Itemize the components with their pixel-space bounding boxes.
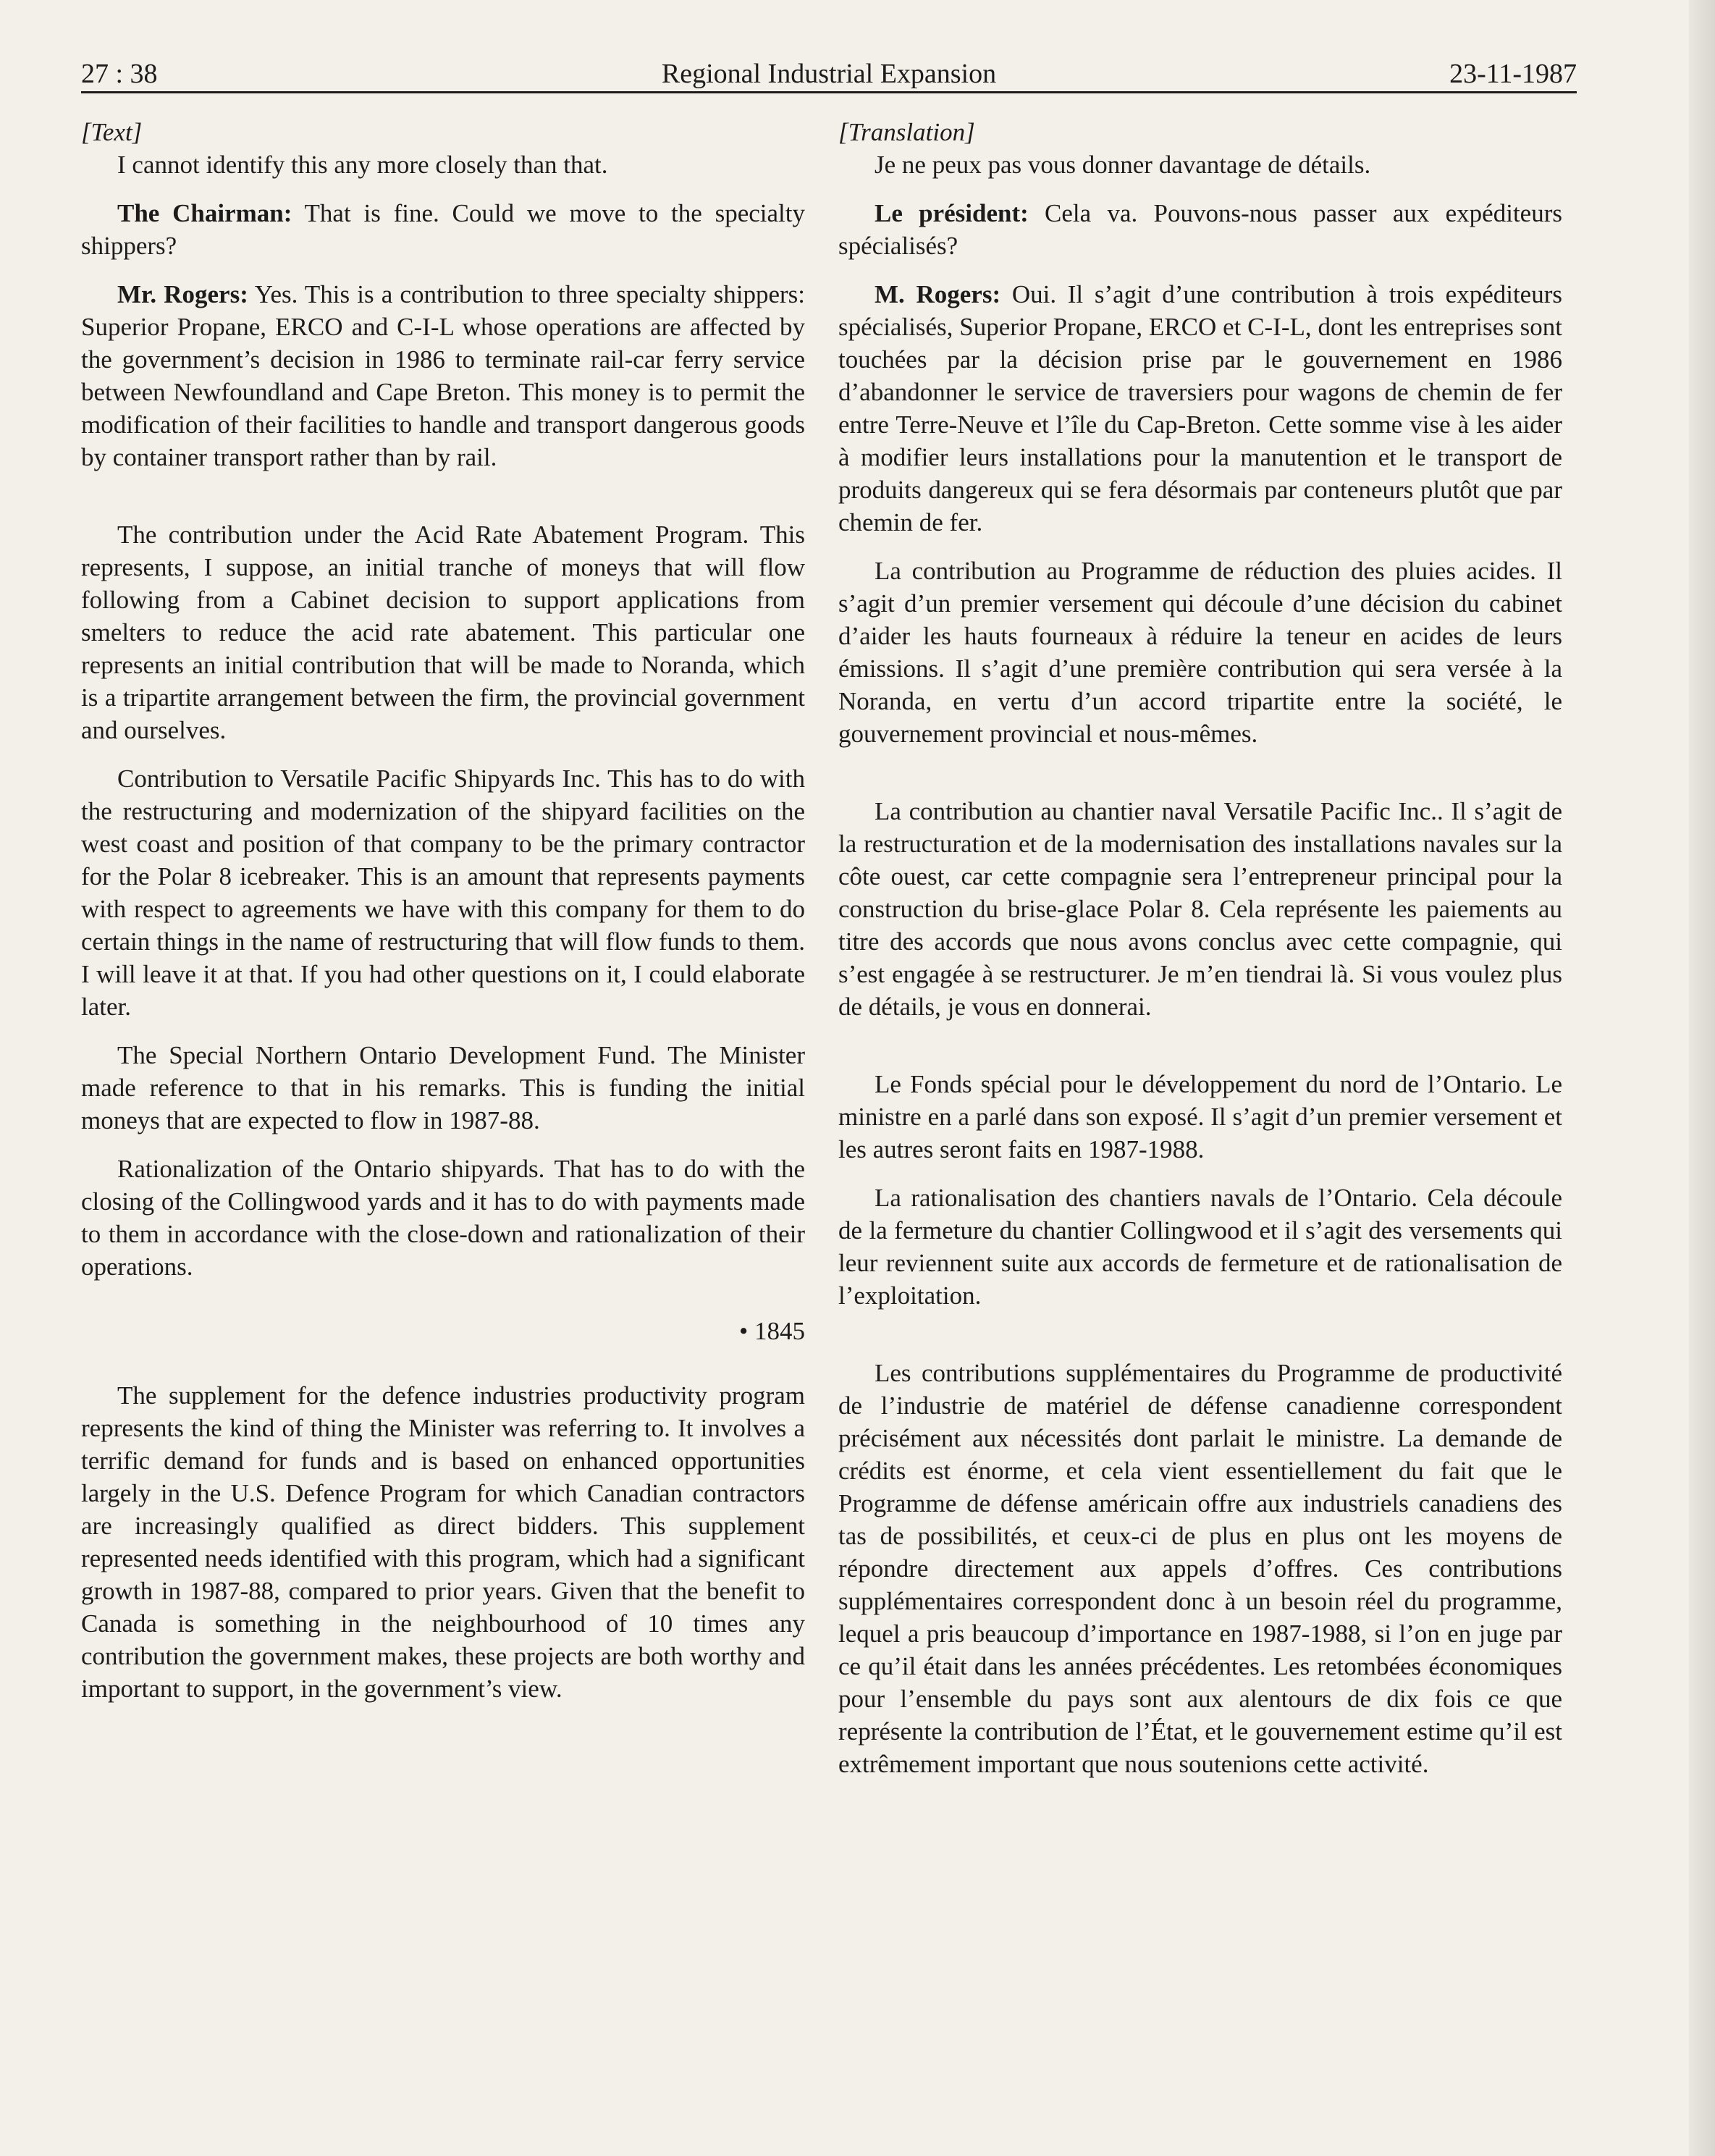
- paragraph-chantier-versatile-fr: La contribution au chantier naval Versatile Pacific Inc.. Il s’agit de la restructuration et de la modernisation des installations navales sur la côte ouest, car cette compagnie sera l’entrepreneur principal pour la construction du brise-glace Polar 8. Cela représente les paiements au titre des accords que nous avons conclus avec cette compagnie, qui s’est engagée à se restructurer. Je m’en tiendrai là. Si vous voulez plus de détails, je vous en donnerai.: [838, 797, 1562, 1021]
- paragraph-pluies-acides-fr: La contribution au Programme de réduction des pluies acides. Il s’agit d’un premier versement qui découle d’une décision du cabinet d’aider les hauts fourneaux à réduire la teneur en acides de leurs émissions. Il s’agit d’une première contribution qui sera versée à la Noranda, en vertu d’un accord tripartite entre la société, le gouvernement provincial et nous-mêmes.: [838, 557, 1562, 748]
- paragraph-fonds-nord-ontario-fr: Le Fonds spécial pour le développement du nord de l’Ontario. Le ministre en a parlé dans son exposé. Il s’agit d’un premier versement et les autres seront faits en 1987-1988.: [838, 1070, 1562, 1163]
- paragraph-versatile-pacific: Contribution to Versatile Pacific Shipyards Inc. This has to do with the restructuring and modernization of the shipyard facilities on the west coast and position of that company to be the primary contractor for the Polar 8 icebreaker. This is an amount that represents payments with respect to agreements we have with this company for them to do certain things in the name of restructuring that will flow funds to them. I will leave it at that. If you had other questions on it, I could elaborate later.: [81, 765, 805, 1021]
- page-reference: 27 : 38: [81, 59, 158, 89]
- paragraph-rogers-shippers: [81, 278, 805, 473]
- paragraph-northern-ontario: The Special Northern Ontario Development Fund. The Minister made reference to that in his remarks. This is funding the initial moneys that are expected to flow in 1987-88.: [81, 1041, 805, 1134]
- header-date: 23-11-1987: [1449, 59, 1577, 89]
- paragraph-rogers-expediteurs-fr: [838, 278, 1562, 539]
- chairman-remark: That is fine. Could we move to the specialty shippers?: [81, 199, 805, 260]
- rogers-shippers-remark: Yes. This is a contribution to three specialty shippers: Superior Propane, ERCO and C-I-L whose operations are affected by the government’s decision in 1986 to terminate rail-car ferry service between Newfoundland and Cape Breton. This money is to permit the modification of their facilities to handle and transport dangerous goods by container transport rather than by rail.: [81, 280, 805, 471]
- paragraph-chantiers-ontario-fr: La rationalisation des chantiers navals de l’Ontario. Cela découle de la fermeture du chantier Collingwood et il s’agit des versements qui leur reviennent suite aux accords de fermeture et de rationalisation de l’exploitation.: [838, 1184, 1562, 1310]
- paragraph-defence-supplement: The supplement for the defence industries productivity program represents the kind of thing the Minister was referring to. It involves a terrific demand for funds and is based on enhanced opportunities largely in the U.S. Defence Program for which Canadian contractors are increasingly qualified as direct bidders. This supplement represented needs identified with this program, which had a significant growth in 1987-88, compared to prior years. Given that the benefit to Canada is something in the neighbourhood of 10 times any contribution the government makes, these projects are both worthy and important to support, in the government’s view.: [81, 1381, 805, 1703]
- page-header: [81, 56, 1577, 91]
- page-edge-shadow: [1689, 0, 1715, 2156]
- paragraph-president-fr: [838, 197, 1562, 262]
- paragraph-ontario-shipyards: Rationalization of the Ontario shipyards. That has to do with the closing of the Collingwood yards and it has to do with payments made to them in accordance with the close-down and rationalization of their operations.: [81, 1155, 805, 1281]
- translation-label: [Translation]: [838, 118, 975, 146]
- paragraph-details-fr: Je ne peux pas vous donner davantage de détails.: [875, 151, 1371, 179]
- rogers-expediteurs-remark-fr: Oui. Il s’agit d’une contribution à trois expéditeurs spécialisés, Superior Propane, ERCO et C-I-L, dont les entreprises sont touchées par la décision prise par le gouvernement en 1986 d’abandonner le service de traversiers pour wagons de chemin de fer entre Terre-Neuve et l’île du Cap-Breton. Cette somme vise à les aider à modifier leurs installations pour la manutention et le transport de produits dangereux qui se fera désormais par conteneurs plutôt que par chemin de fer.: [838, 280, 1562, 536]
- publication-title: Regional Industrial Expansion: [661, 59, 997, 89]
- president-remark-fr: Cela va. Pouvons-nous passer aux expéditeurs spécialisés?: [838, 199, 1562, 260]
- speaker-president: Le président:: [875, 199, 1029, 227]
- paragraph-acid-rate: The contribution under the Acid Rate Abatement Program. This represents, I suppose, an initial tranche of moneys that will flow following from a Cabinet decision to support applications from smelters to reduce the acid rate abatement. This particular one represents an initial contribution that will be made to Noranda, which is a tripartite arrangement between the firm, the provincial government and ourselves.: [81, 521, 805, 744]
- paragraph-identify: I cannot identify this any more closely than that.: [117, 151, 608, 179]
- speaker-rogers: Mr. Rogers:: [117, 280, 248, 308]
- paragraph-defense-fr: Les contributions supplémentaires du Programme de productivité de l’industrie de matériel de défense canadienne correspondent précisément aux nécessités dont parlait le ministre. La demande de crédits est énorme, et cela vient essentiellement du fait que le Programme de défense américain offre aux industriels canadiens des tas de possibilités, et ceux-ci de plus en plus ont les moyens de répondre directement aux appels d’offres. Ces contributions supplémentaires correspondent donc à un besoin réel du programme, lequel a pris beaucoup d’importance en 1987-1988, si l’on en juge par ce qu’il était dans les années précédentes. Les retombées économiques pour l’ensemble du pays sont aux alentours de dix fois ce que représente la contribution de l’État, et le gouvernement estime qu’il est extrêmement important que nous soutenions cette activité.: [838, 1359, 1562, 1778]
- text-label: [Text]: [81, 118, 143, 146]
- speaker-chairman: The Chairman:: [117, 199, 292, 227]
- english-column: [81, 116, 805, 1705]
- header-rule: [81, 91, 1577, 93]
- speaker-rogers-fr: M. Rogers:: [875, 280, 1001, 308]
- french-column: [838, 116, 1562, 1780]
- time-stamp: • 1845: [738, 1317, 805, 1345]
- paragraph-chairman: [81, 197, 805, 262]
